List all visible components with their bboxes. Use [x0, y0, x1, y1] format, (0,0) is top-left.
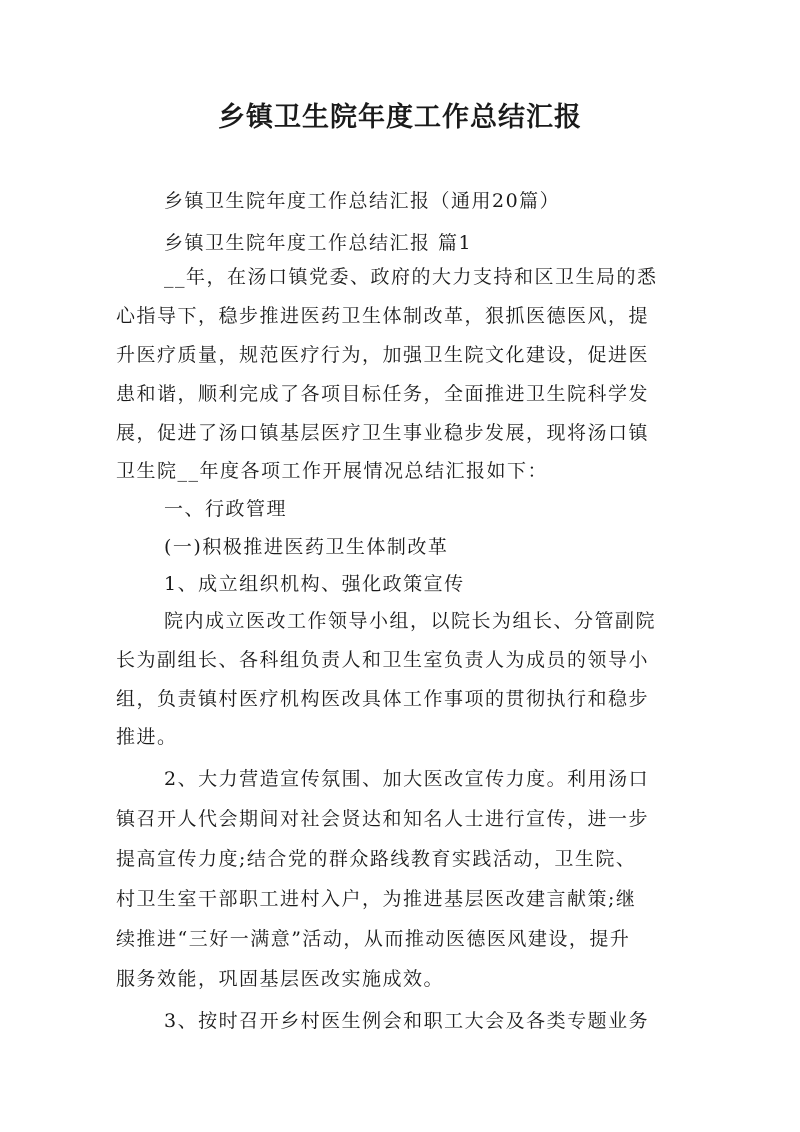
- paragraph-line: 服务效能，巩固基层医改实施成效。: [116, 968, 445, 990]
- paragraph-line: 组，负责镇村医疗机构医改具体工作事项的贯彻执行和稳步: [116, 688, 650, 710]
- paragraph-line: 村卫生室干部职工进村入户，为推进基层医改建言献策;继: [116, 888, 637, 910]
- paragraph-line: 心指导下，稳步推进医药卫生体制改革，狠抓医德医风，提: [116, 305, 650, 327]
- paragraph-line: 镇召开人代会期间对社会贤达和知名人士进行宣传，进一步: [116, 808, 650, 830]
- section-heading: (一)积极推进医药卫生体制改革: [164, 536, 449, 558]
- paragraph-line: 卫生院__年度各项工作开展情况总结汇报如下：: [116, 460, 549, 482]
- document-title: 乡镇卫生院年度工作总结汇报: [218, 102, 582, 133]
- paragraph-line: 续推进“三好一满意”活动，从而推动医德医风建设，提升: [116, 928, 631, 950]
- paragraph-line: 升医疗质量，规范医疗行为，加强卫生院文化建设，促进医: [116, 344, 650, 366]
- paragraph-line: 2、大力营造宣传氛围、加大医改宣传力度。利用汤口: [164, 768, 650, 790]
- section-heading: 一、行政管理: [164, 498, 288, 520]
- paragraph-line: 展，促进了汤口镇基层医疗卫生事业稳步发展，现将汤口镇: [116, 422, 650, 444]
- paragraph-line: 长为副组长、各科组负责人和卫生室负责人为成员的领导小: [116, 649, 650, 671]
- section-heading: 1、成立组织机构、强化政策宣传: [164, 573, 465, 595]
- subtitle-line: 乡镇卫生院年度工作总结汇报（通用20篇）: [164, 190, 561, 212]
- paragraph-line: 推进。: [116, 726, 178, 748]
- section-heading: 乡镇卫生院年度工作总结汇报 篇1: [164, 232, 473, 254]
- paragraph-line: 提高宣传力度;结合党的群众路线教育实践活动，卫生院、: [116, 848, 637, 870]
- paragraph-line: 院内成立医改工作领导小组，以院长为组长、分管副院: [164, 610, 657, 632]
- paragraph-line: __年，在汤口镇党委、政府的大力支持和区卫生局的悉: [164, 266, 658, 288]
- paragraph-line: 患和谐，顺利完成了各项目标任务，全面推进卫生院科学发: [116, 383, 650, 405]
- paragraph-line: 3、按时召开乡村医生例会和职工大会及各类专题业务: [164, 1010, 650, 1032]
